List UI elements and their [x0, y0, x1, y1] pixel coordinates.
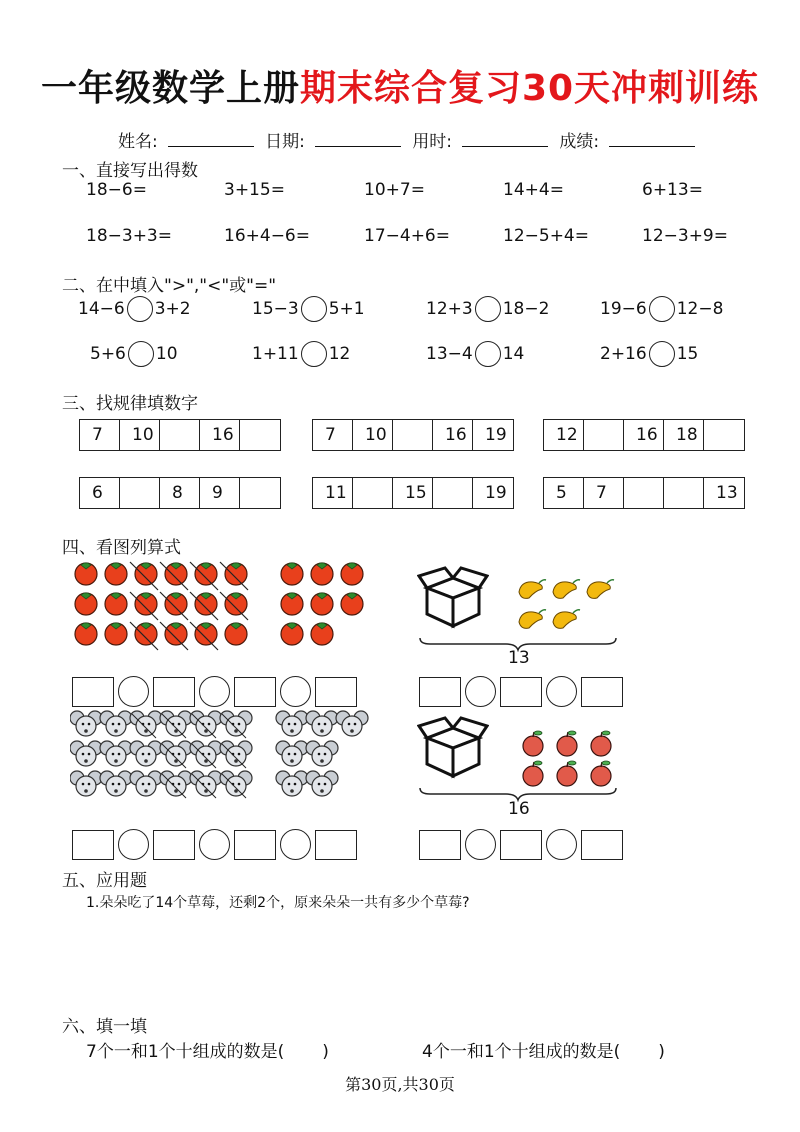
answer-box[interactable] [72, 830, 114, 860]
tomato-icon [225, 563, 247, 585]
compare-right: 18−2 [502, 299, 550, 319]
compare-left: 12+3 [426, 299, 473, 319]
tomato-icon [165, 623, 187, 645]
date-label: 日期: [265, 132, 305, 152]
compare-circle[interactable] [301, 341, 327, 367]
apple-icon [557, 761, 577, 786]
tomato-icon [165, 563, 187, 585]
tomato-icon [311, 563, 333, 585]
answer-box[interactable] [234, 830, 276, 860]
pattern-blank[interactable] [664, 478, 704, 508]
compare-left: 14−6 [78, 299, 125, 319]
pattern-cell: 16 [624, 420, 664, 450]
score-field[interactable] [609, 132, 695, 147]
fill-q1-text: 7个一和1个十组成的数是( [86, 1042, 285, 1062]
pattern-cell: 16 [433, 420, 473, 450]
mouse-icon [130, 741, 162, 766]
answer-row [419, 676, 623, 707]
answer-box[interactable] [153, 830, 195, 860]
answer-box[interactable] [72, 677, 114, 707]
total-label: 13 [508, 648, 530, 668]
operator-circle[interactable] [118, 829, 149, 860]
pattern-row [79, 419, 281, 451]
mouse-icon [336, 711, 368, 736]
box-icon [417, 566, 489, 630]
tomato-icon [135, 563, 157, 585]
tomato-icon [281, 623, 303, 645]
tomato-icon [311, 623, 333, 645]
answer-box[interactable] [234, 677, 276, 707]
mouse-icon [70, 741, 102, 766]
tomato-icon [281, 593, 303, 615]
compare-right: 5+1 [328, 299, 365, 319]
pattern-cell: 18 [664, 420, 704, 450]
operator-circle[interactable] [118, 676, 149, 707]
calc-item: 3+15= [224, 180, 285, 200]
compare-circle[interactable] [649, 341, 675, 367]
calc-item: 18−6= [86, 180, 147, 200]
compare-circle[interactable] [475, 296, 501, 322]
tomato-icon [75, 593, 97, 615]
calc-item: 6+13= [642, 180, 703, 200]
pattern-cell: 7 [313, 420, 353, 450]
tomato-icon [311, 593, 333, 615]
compare-item [252, 296, 365, 322]
operator-circle[interactable] [546, 829, 577, 860]
compare-item [78, 296, 191, 322]
time-field[interactable] [462, 132, 548, 147]
mango-icon [553, 610, 580, 629]
mouse-icon [100, 771, 132, 796]
answer-box[interactable] [315, 830, 357, 860]
mouse-icon [306, 771, 338, 796]
fill-question-1 [86, 1037, 329, 1062]
mouse-icon [190, 711, 222, 736]
mango-group [515, 572, 615, 638]
pattern-blank[interactable] [704, 420, 744, 450]
mango-icon [587, 580, 614, 599]
compare-right: 10 [155, 344, 178, 364]
tomato-icon [195, 593, 217, 615]
compare-circle[interactable] [301, 296, 327, 322]
box-icon [417, 716, 489, 780]
name-field[interactable] [168, 132, 254, 147]
compare-item [426, 341, 524, 367]
compare-left: 5+6 [90, 344, 126, 364]
fill-question-2 [422, 1037, 665, 1062]
title-red: 期末综合复习30天冲刺训练 [299, 68, 760, 109]
answer-row [72, 829, 357, 860]
mouse-icon [276, 741, 308, 766]
mouse-icon [70, 771, 102, 796]
tomato-icon [75, 623, 97, 645]
pattern-cell: 7 [584, 478, 624, 508]
mango-icon [519, 580, 546, 599]
date-field[interactable] [315, 132, 401, 147]
tomato-icon [195, 623, 217, 645]
mouse-icon [276, 771, 308, 796]
compare-item [426, 296, 549, 322]
pattern-blank[interactable] [240, 478, 280, 508]
operator-circle[interactable] [546, 676, 577, 707]
mouse-icon [276, 711, 308, 736]
pattern-cell: 12 [544, 420, 584, 450]
calc-item: 17−4+6= [364, 226, 450, 246]
answer-row [72, 676, 357, 707]
pattern-row [79, 477, 281, 509]
page-title [0, 60, 800, 111]
mouse-icon [70, 711, 102, 736]
calc-item: 18−3+3= [86, 226, 172, 246]
answer-box[interactable] [500, 830, 542, 860]
mouse-icon [220, 771, 252, 796]
page-footer: 第30页,共30页 [345, 1075, 455, 1094]
tomato-icon [225, 623, 247, 645]
section-3-heading: 三、找规律填数字 [62, 394, 198, 414]
calc-item: 14+4= [503, 180, 564, 200]
calc-item: 12−5+4= [503, 226, 589, 246]
compare-item [252, 341, 350, 367]
mouse-icon [190, 741, 222, 766]
mouse-icon [130, 711, 162, 736]
pattern-cell: 16 [200, 420, 240, 450]
answer-box[interactable] [419, 677, 461, 707]
mouse-icon [100, 711, 132, 736]
student-info [118, 127, 701, 152]
tomato-group [70, 558, 380, 658]
compare-right: 15 [676, 344, 699, 364]
tomato-icon [281, 563, 303, 585]
pattern-blank[interactable] [120, 478, 160, 508]
title-black: 一年级数学上册 [40, 68, 300, 109]
tomato-icon [75, 563, 97, 585]
tomato-icon [225, 593, 247, 615]
compare-left: 15−3 [252, 299, 299, 319]
tomato-icon [105, 563, 127, 585]
fill-close: ) [322, 1042, 329, 1062]
total-label: 16 [508, 799, 530, 819]
mouse-icon [306, 711, 338, 736]
operator-circle[interactable] [465, 829, 496, 860]
section-5-heading: 五、应用题 [62, 871, 147, 891]
name-label: 姓名: [118, 132, 158, 152]
apple-icon [523, 731, 543, 756]
compare-right: 3+2 [154, 299, 191, 319]
section-6-heading: 六、填一填 [62, 1017, 147, 1037]
tomato-icon [135, 593, 157, 615]
compare-circle[interactable] [127, 296, 153, 322]
section-2-heading: 二、在中填入">","<"或"=" [62, 276, 277, 296]
pattern-row [312, 477, 514, 509]
operator-circle[interactable] [199, 829, 230, 860]
tomato-icon [195, 563, 217, 585]
mouse-icon [190, 771, 222, 796]
tomato-icon [341, 593, 363, 615]
pattern-blank[interactable] [353, 478, 393, 508]
apple-icon [591, 761, 611, 786]
apple-icon [591, 731, 611, 756]
operator-circle[interactable] [465, 676, 496, 707]
mango-icon [553, 580, 580, 599]
apple-icon [523, 761, 543, 786]
compare-right: 14 [502, 344, 525, 364]
calc-item: 16+4−6= [224, 226, 310, 246]
pattern-cell: 6 [80, 478, 120, 508]
apple-group [517, 728, 617, 794]
pattern-cell: 8 [160, 478, 200, 508]
pattern-blank[interactable] [624, 478, 664, 508]
pattern-row [543, 477, 745, 509]
pattern-blank[interactable] [240, 420, 280, 450]
compare-circle[interactable] [128, 341, 154, 367]
answer-box[interactable] [581, 677, 623, 707]
pattern-cell: 13 [716, 483, 738, 503]
operator-circle[interactable] [199, 676, 230, 707]
pattern-row [543, 419, 745, 451]
answer-box[interactable] [315, 677, 357, 707]
pattern-blank[interactable] [160, 420, 200, 450]
mouse-icon [220, 711, 252, 736]
calc-item: 10+7= [364, 180, 425, 200]
compare-item [600, 341, 698, 367]
answer-box[interactable] [419, 830, 461, 860]
mouse-icon [160, 741, 192, 766]
word-problem: 1.朵朵吃了14个草莓，还剩2个，原来朵朵一共有多少个草莓? [86, 895, 470, 911]
mouse-icon [160, 711, 192, 736]
tomato-icon [341, 563, 363, 585]
mango-icon [519, 610, 546, 629]
pattern-cell: 15 [393, 478, 433, 508]
compare-circle[interactable] [475, 341, 501, 367]
mouse-icon [220, 741, 252, 766]
fill-close: ) [658, 1042, 665, 1062]
pattern-blank[interactable] [393, 420, 433, 450]
time-label: 用时: [412, 132, 453, 152]
mouse-icon [306, 741, 338, 766]
operator-circle[interactable] [280, 829, 311, 860]
pattern-blank[interactable] [433, 478, 473, 508]
tomato-icon [135, 623, 157, 645]
tomato-icon [105, 623, 127, 645]
mouse-icon [130, 771, 162, 796]
section-1-heading: 一、直接写出得数 [62, 161, 198, 181]
mouse-icon [160, 771, 192, 796]
fill-q2-text: 4个一和1个十组成的数是( [422, 1042, 621, 1062]
pattern-cell: 10 [120, 420, 160, 450]
tomato-icon [165, 593, 187, 615]
apple-icon [557, 731, 577, 756]
compare-left: 1+11 [252, 344, 299, 364]
compare-right: 12 [328, 344, 351, 364]
compare-right: 12−8 [676, 299, 724, 319]
answer-row [419, 829, 623, 860]
compare-item [600, 296, 723, 322]
answer-box[interactable] [500, 677, 542, 707]
operator-circle[interactable] [280, 676, 311, 707]
pattern-blank[interactable] [584, 420, 624, 450]
compare-item [90, 341, 178, 367]
pattern-cell: 9 [200, 478, 240, 508]
calc-item: 12−3+9= [642, 226, 728, 246]
score-label: 成绩: [559, 132, 600, 152]
pattern-cell: 10 [353, 420, 393, 450]
pattern-cell: 19 [485, 425, 507, 445]
pattern-cell: 11 [313, 478, 353, 508]
answer-box[interactable] [153, 677, 195, 707]
compare-left: 19−6 [600, 299, 647, 319]
section-4-heading: 四、看图列算式 [62, 538, 181, 558]
compare-left: 2+16 [600, 344, 647, 364]
pattern-cell: 5 [544, 478, 584, 508]
mouse-group [70, 708, 380, 808]
mouse-icon [100, 741, 132, 766]
compare-circle[interactable] [649, 296, 675, 322]
compare-left: 13−4 [426, 344, 473, 364]
pattern-cell: 7 [80, 420, 120, 450]
pattern-cell: 19 [485, 483, 507, 503]
pattern-row [312, 419, 514, 451]
answer-box[interactable] [581, 830, 623, 860]
tomato-icon [105, 593, 127, 615]
